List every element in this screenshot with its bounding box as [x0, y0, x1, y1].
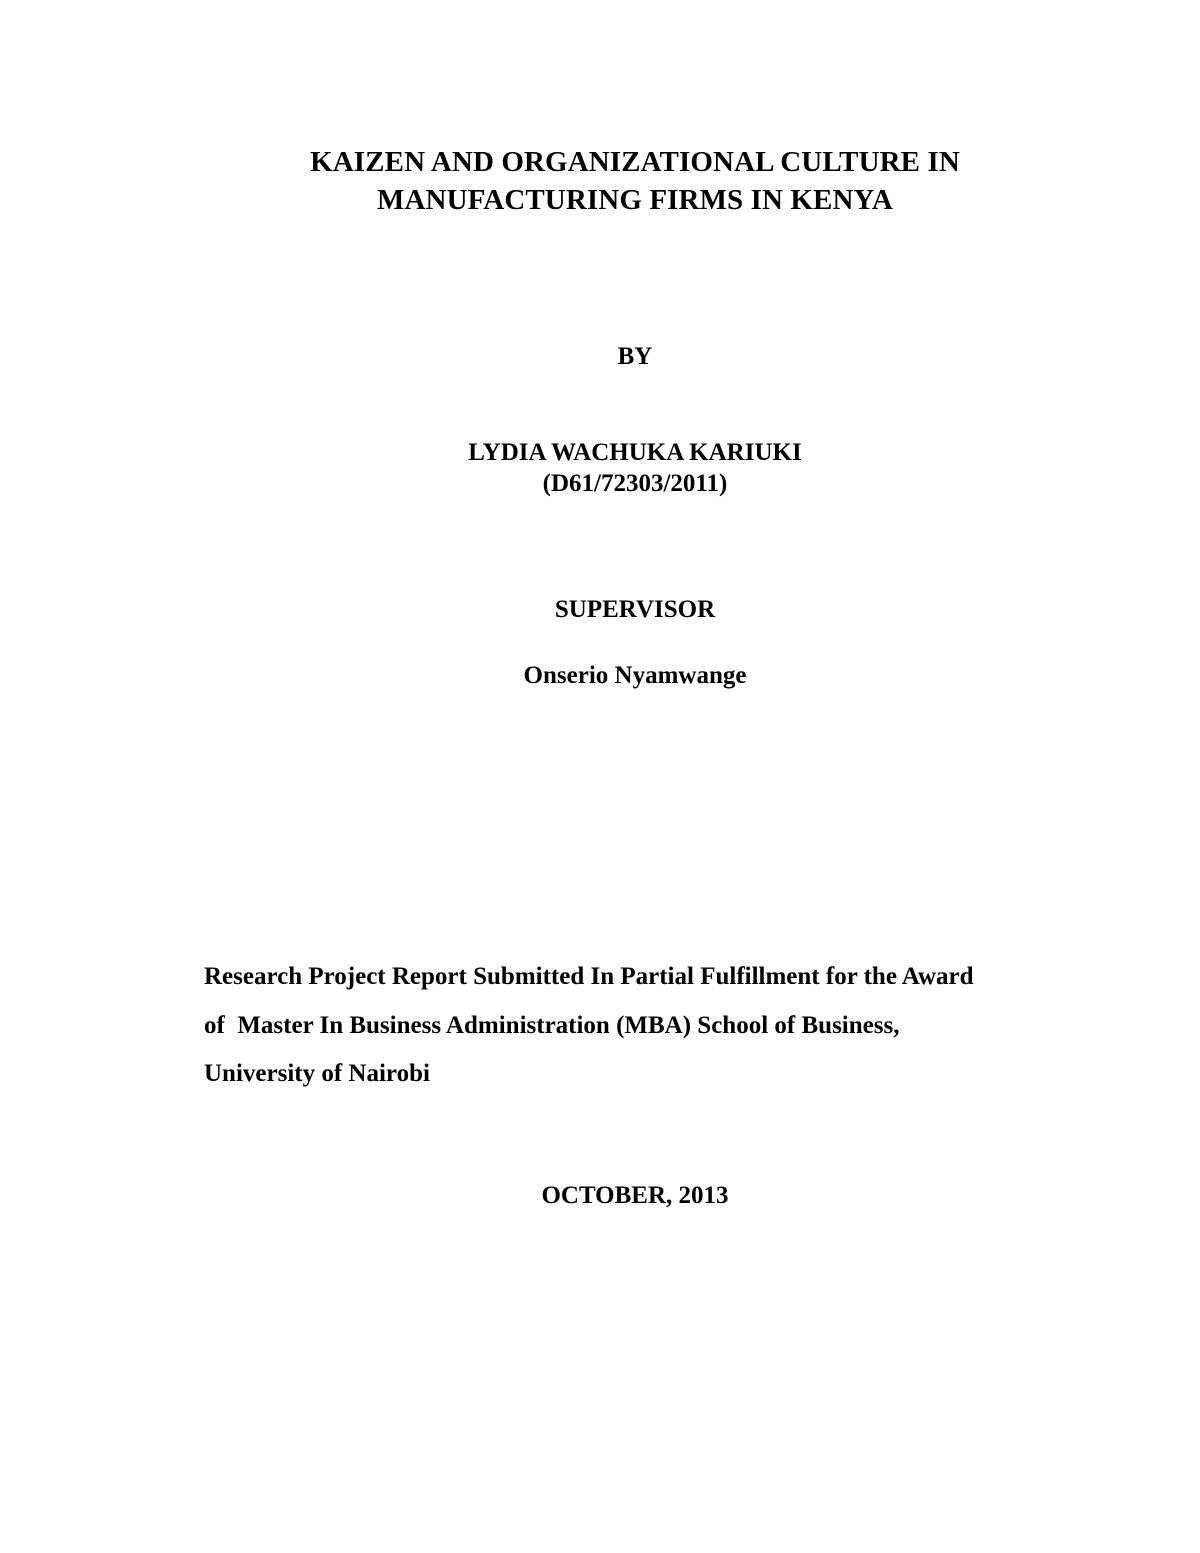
document-title-line-2: MANUFACTURING FIRMS IN KENYA — [377, 184, 893, 216]
document-title — [0, 143, 1200, 219]
submission-statement — [204, 953, 1104, 1099]
submission-statement-line-1: Research Project Report Submitted In Partial Fulfillment for the Award — [204, 963, 974, 990]
author-registration-number: (D61/72303/2011) — [542, 470, 728, 497]
author-block — [0, 437, 1200, 499]
supervisor-name: Onserio Nyamwange — [523, 662, 747, 689]
supervisor-label: SUPERVISOR — [554, 596, 716, 623]
by-label: BY — [617, 343, 653, 370]
submission-date: OCTOBER, 2013 — [541, 1182, 729, 1209]
author-name: LYDIA WACHUKA KARIUKI — [468, 439, 802, 466]
submission-statement-line-3: University of Nairobi — [204, 1060, 430, 1087]
document-title-line-1: KAIZEN AND ORGANIZATIONAL CULTURE IN — [310, 146, 960, 178]
submission-statement-line-2: of Master In Business Administration (MBA) School of Business, — [204, 1011, 900, 1039]
